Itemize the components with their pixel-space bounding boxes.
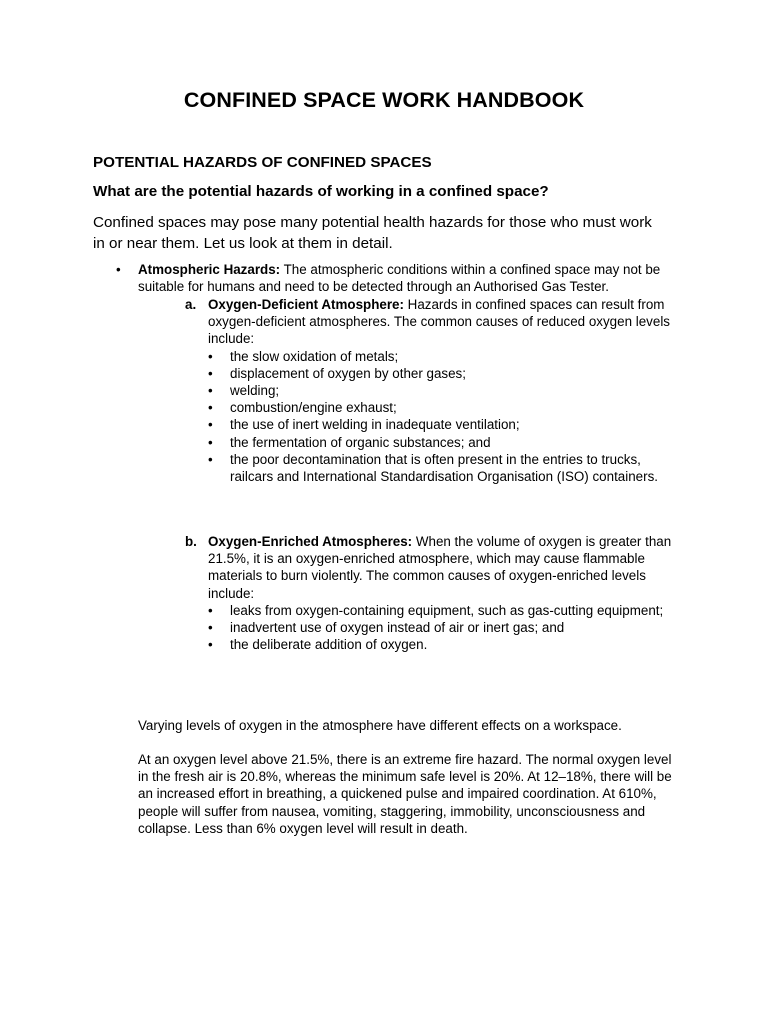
- bullet-marker: •: [208, 637, 213, 653]
- list-item: • displacement of oxygen by other gases;: [208, 365, 466, 381]
- bullet-marker: •: [116, 262, 121, 277]
- atmospheric-hazards-text: The atmospheric conditions within a confined space may not be suitable for humans and need to be detected through an Authorised Gas Tester.: [138, 262, 661, 295]
- bullet-marker: •: [208, 602, 213, 618]
- list-marker-b: b.: [185, 534, 197, 549]
- page-title: CONFINED SPACE WORK HANDBOOK: [183, 88, 585, 112]
- oxygen-deficient-causes-list: [208, 348, 678, 486]
- intro-paragraph: Confined spaces may pose many potential health hazards for those who must work in or near them. Let us look at them in detail.: [93, 214, 652, 252]
- list-item: • the poor decontamination that is often present in the entries to trucks, railcars and International Standardisation Organisation (ISO) containers.: [208, 451, 658, 485]
- list-item: • inadvertent use of oxygen instead of air or inert gas; and: [208, 620, 565, 636]
- bullet-marker: •: [208, 451, 213, 467]
- oxygen-effects-paragraph: At an oxygen level above 21.5%, there is an extreme fire hazard. The normal oxygen level in the fresh air is 20.8%, whereas the minimum safe level is 20%. At 12–18%, there will be an increased effort in breathing, a quickened pulse and impaired coordination. At 610%, people will suffer from nausea, vomiting, staggering, immobility, unconsciousness and collapse. Less than 6% oxygen level will result in death.: [138, 752, 672, 836]
- bullet-marker: •: [208, 434, 213, 450]
- oxygen-enriched-causes-list: [208, 602, 678, 654]
- list-item: • the deliberate addition of oxygen.: [208, 637, 428, 653]
- oxygen-deficient-text: Hazards in confined spaces can result from oxygen-deficient atmospheres. The common causes of reduced oxygen levels include:: [208, 297, 670, 347]
- list-item: • the fermentation of organic substances; and: [208, 434, 491, 450]
- oxygen-deficient-section: [208, 296, 678, 485]
- oxygen-enriched-section: [208, 533, 678, 653]
- bullet-marker: •: [208, 365, 213, 381]
- bullet-marker: •: [208, 620, 213, 636]
- list-item: • the slow oxidation of metals;: [208, 348, 399, 364]
- list-item: • combustion/engine exhaust;: [208, 400, 397, 416]
- list-item: • welding;: [208, 383, 280, 399]
- oxygen-deficient-label: Oxygen-Deficient Atmosphere:: [208, 297, 404, 312]
- oxygen-deficient-description: [208, 296, 678, 348]
- bullet-marker: •: [208, 417, 213, 433]
- oxygen-levels-paragraph: Varying levels of oxygen in the atmosphere have different effects on a workspace.: [138, 718, 622, 733]
- list-item: • leaks from oxygen-containing equipment, such as gas-cutting equipment;: [208, 602, 664, 618]
- oxygen-enriched-label: Oxygen-Enriched Atmospheres:: [208, 534, 413, 549]
- section-heading: POTENTIAL HAZARDS OF CONFINED SPACES: [93, 154, 432, 171]
- atmospheric-hazards-item: [138, 261, 698, 295]
- question-heading: What are the potential hazards of working in a confined space?: [93, 183, 549, 200]
- bullet-marker: •: [208, 400, 213, 416]
- list-marker-a: a.: [185, 297, 197, 312]
- atmospheric-hazards-label: Atmospheric Hazards:: [138, 262, 281, 277]
- oxygen-enriched-text: When the volume of oxygen is greater than 21.5%, it is an oxygen-enriched atmosphere, which may cause flammable materials to burn violently. The common causes of oxygen-enriched levels include:: [208, 534, 672, 601]
- bullet-marker: •: [208, 383, 213, 399]
- bullet-marker: •: [208, 348, 213, 364]
- oxygen-enriched-description: [208, 533, 678, 602]
- list-item: • the use of inert welding in inadequate ventilation;: [208, 417, 520, 433]
